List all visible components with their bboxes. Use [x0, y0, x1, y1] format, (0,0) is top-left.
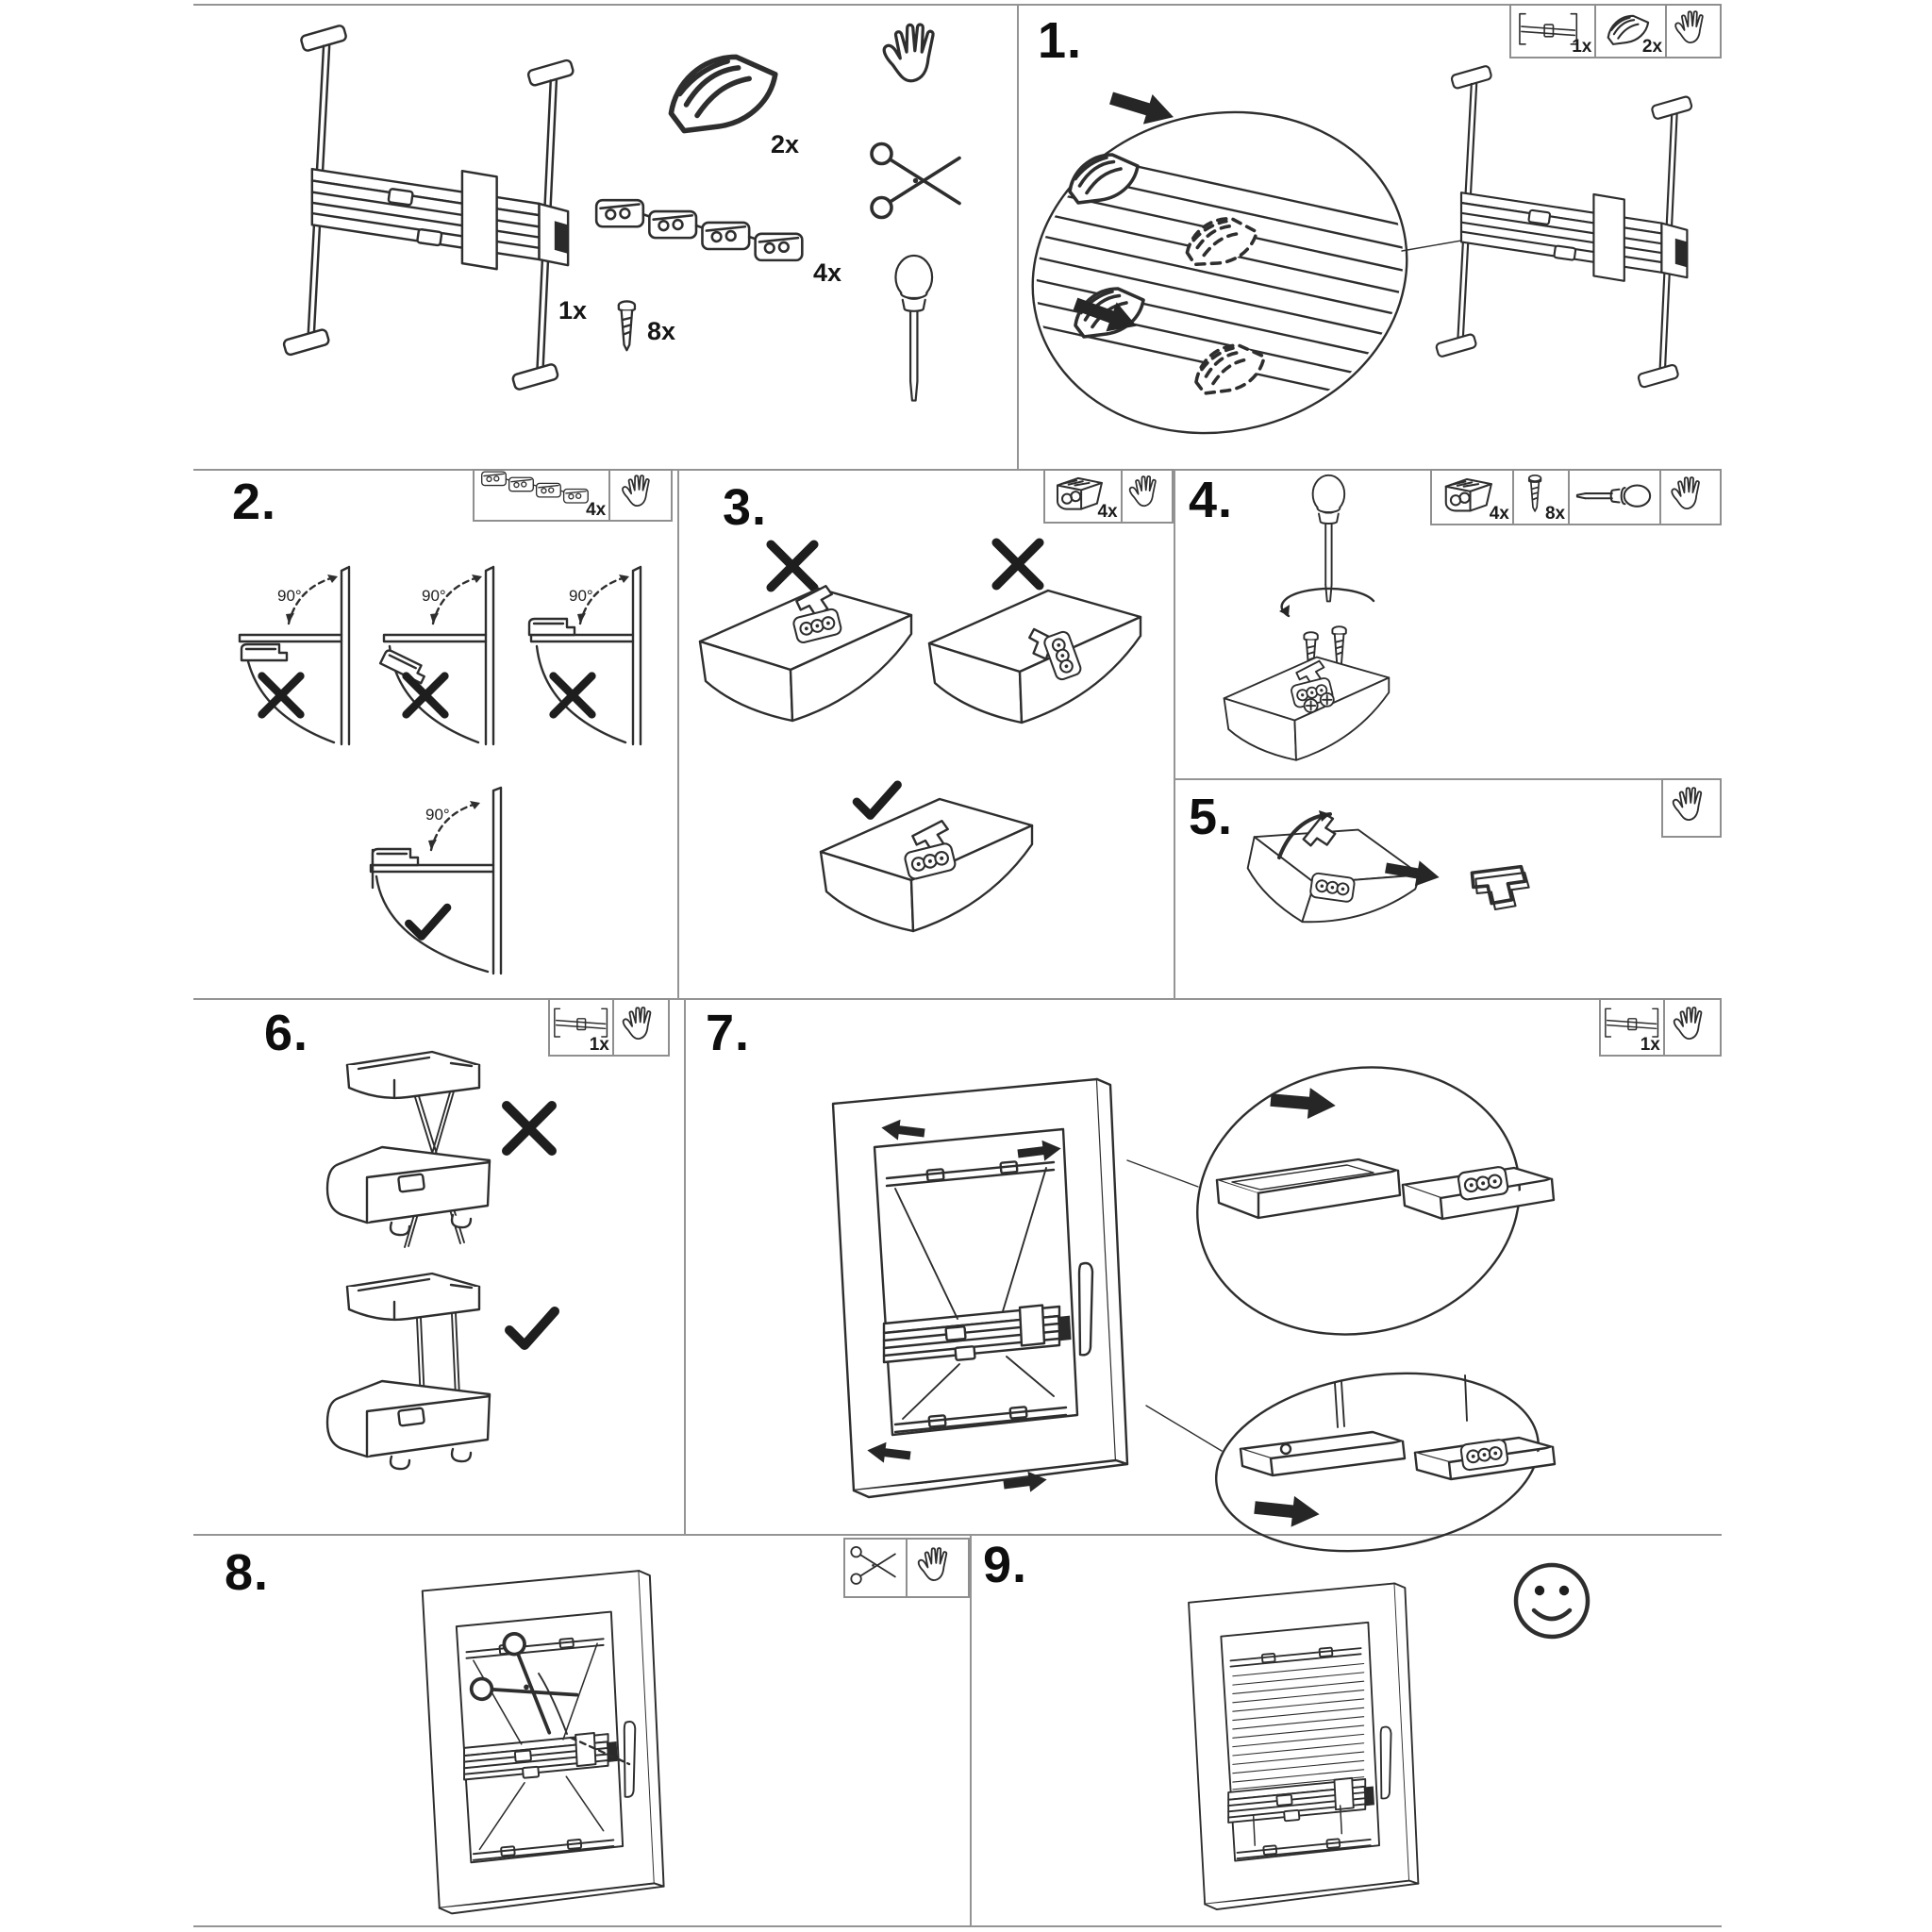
parts-box-cell-hand	[1663, 780, 1720, 836]
angle-label: 90°	[569, 587, 593, 605]
hand-icon	[1665, 1000, 1720, 1055]
panel-step-8	[193, 1534, 970, 1927]
qty-screw: 8x	[647, 317, 676, 345]
qty-label: 4x	[1489, 504, 1509, 524]
step-number: 7.	[706, 1005, 751, 1061]
parts-box-cell-blind	[1601, 1000, 1665, 1055]
step-9-illustration	[970, 1534, 1722, 1927]
wrong-bracket-orientation-1	[700, 585, 911, 721]
panel-step-5	[1174, 778, 1722, 998]
parts-overview-illustration	[193, 4, 1017, 469]
bracket-profile	[373, 849, 418, 865]
step-7-parts-box	[1599, 998, 1722, 1057]
bracket-profile	[529, 619, 575, 635]
hand-icon	[884, 25, 933, 81]
parts-box-cell-hand	[614, 1000, 668, 1055]
qty-blind: 1x	[558, 296, 588, 325]
qty-label: 1x	[589, 1035, 609, 1055]
parts-box-cell-hand	[1661, 471, 1720, 524]
blind-assembly	[1436, 65, 1692, 388]
parts-box-cell-hand	[1123, 471, 1172, 522]
panel-step-9	[970, 1534, 1722, 1927]
cross-mark	[407, 676, 445, 715]
clamp-part-ghost	[1196, 345, 1264, 393]
step-4-parts-box	[1430, 469, 1722, 525]
qty-label: 8x	[1544, 504, 1566, 524]
qty-label: 4x	[586, 500, 607, 520]
parts-box-cell-blind	[1511, 6, 1596, 57]
scissors-icon	[845, 1540, 906, 1596]
step-2-illustration	[193, 469, 677, 998]
bracket-being-screwed	[1224, 658, 1390, 760]
panel-step-4	[1174, 469, 1722, 778]
panel-step-6	[193, 998, 684, 1534]
screw-part	[619, 301, 635, 350]
detail-connector-line	[1127, 1160, 1222, 1451]
angle-label: 90°	[425, 806, 450, 824]
finished-window-with-pleated-blind	[1189, 1583, 1418, 1909]
bracket-cover-removal	[1233, 797, 1428, 955]
parts-box-cell-scissors	[845, 1540, 908, 1596]
qty-label: 2x	[1641, 37, 1663, 57]
step-6-illustration	[193, 998, 684, 1534]
screwdriver-icon	[895, 256, 932, 401]
cords-crossed-wrong	[327, 1052, 490, 1247]
step-7-illustration	[684, 998, 1722, 1534]
panel-parts-overview	[193, 4, 1017, 469]
window-with-blind	[833, 1079, 1127, 1497]
parts-box-cell-bracket	[1045, 471, 1123, 522]
smiley-icon	[1516, 1565, 1588, 1637]
step-1-illustration	[1017, 4, 1722, 469]
step-number: 8.	[225, 1544, 270, 1601]
hand-icon	[614, 1000, 668, 1055]
removed-cover-piece	[1469, 861, 1531, 912]
parts-box-cell-screw	[1514, 471, 1570, 524]
parts-box-cell-hand	[1667, 6, 1720, 57]
cross-mark	[262, 676, 301, 715]
slide-arrow	[1107, 83, 1178, 132]
hand-icon	[1661, 471, 1720, 524]
qty-bracket: 4x	[813, 258, 842, 287]
clamp-part	[1070, 155, 1138, 203]
window-with-blind	[423, 1571, 664, 1913]
step-3-parts-box	[1043, 469, 1174, 524]
top-bracket-detail	[1173, 1038, 1554, 1363]
step-1-parts-box	[1509, 4, 1722, 58]
panel-step-3	[677, 469, 1174, 998]
magnifier-ellipse	[998, 74, 1441, 473]
parts-box-cell-brackets	[475, 471, 610, 520]
cross-mark	[554, 676, 592, 715]
qty-label: 1x	[1640, 1035, 1660, 1055]
parts-box-cell-screwdriver	[1570, 471, 1661, 524]
step-6-parts-box	[548, 998, 670, 1057]
parts-box-cell-clamp	[1596, 6, 1667, 57]
cross-mark	[507, 1106, 552, 1151]
parts-box-cell-hand	[610, 471, 671, 520]
step-number: 1.	[1038, 12, 1083, 69]
angle-label: 90°	[422, 587, 446, 605]
parts-box-cell-blind	[550, 1000, 614, 1055]
step-3-illustration	[677, 469, 1174, 998]
cords-straight-correct	[327, 1274, 490, 1469]
correct-bracket-orientation	[821, 799, 1032, 931]
screwdriver-icon	[1313, 475, 1345, 602]
bracket-profile	[242, 644, 287, 660]
scissors-icon	[872, 144, 959, 218]
clamp-part-ghost	[1187, 216, 1257, 269]
bracket-strip-part	[596, 200, 802, 260]
panel-step-7	[684, 998, 1722, 1534]
qty-label: 1x	[1572, 37, 1592, 57]
step-2-parts-box	[473, 469, 673, 522]
step-8-parts-box	[843, 1538, 970, 1598]
parts-box-cell-hand	[908, 1540, 968, 1596]
screwdriver-icon	[1570, 471, 1659, 524]
check-mark	[509, 1311, 555, 1345]
parts-box-cell-hand	[1665, 1000, 1720, 1055]
check-mark	[857, 785, 897, 815]
panel-step-2	[193, 469, 677, 998]
step-number: 4.	[1189, 472, 1234, 528]
step-5-parts-box	[1661, 778, 1722, 838]
step-number: 5.	[1189, 789, 1234, 845]
cross-mark	[996, 542, 1040, 586]
hand-icon	[1663, 780, 1720, 836]
step-5-illustration	[1174, 778, 1722, 998]
clamp-part	[671, 57, 774, 130]
hand-icon	[610, 471, 671, 520]
blind-assembly-part	[283, 25, 575, 391]
hand-icon	[1123, 471, 1172, 522]
cross-mark	[771, 544, 814, 588]
qty-label: 4x	[1097, 502, 1118, 522]
step-number: 2.	[232, 474, 277, 530]
step-number: 6.	[264, 1005, 309, 1061]
angle-label: 90°	[277, 587, 302, 605]
wrong-bracket-orientation-2	[929, 591, 1141, 723]
step-number: 3.	[723, 479, 768, 536]
hand-icon	[908, 1540, 968, 1596]
step-number: 9.	[983, 1537, 1028, 1593]
qty-clamp: 2x	[771, 130, 800, 158]
check-mark	[408, 908, 447, 937]
panel-step-1	[1017, 4, 1722, 469]
parts-box-cell-bracket	[1432, 471, 1514, 524]
hand-icon	[1667, 6, 1720, 57]
